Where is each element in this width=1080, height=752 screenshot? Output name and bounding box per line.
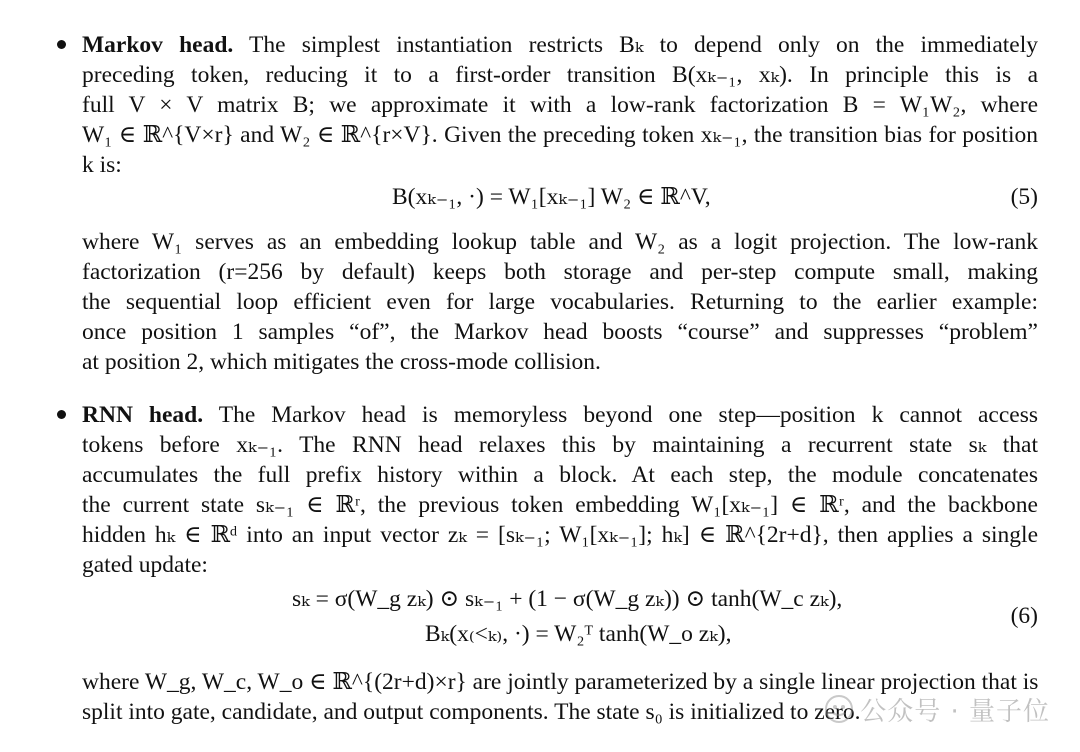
markov-text-1: The simplest instantiation restricts Bₖ to depend only on the immediately [249,32,1038,58]
rnn-para-line-2: split into gate, candidate, and output components. The state s₀ is initialized to zero. [82,699,861,725]
wechat-official-account-icon [824,694,854,724]
rnn-text-1: The Markov head is memoryless beyond one step—position k cannot access [218,402,1038,428]
equation-6b: Bₖ(x₍<ₖ₎, ·) = W₂ᵀ tanh(W_o zₖ), [425,621,732,647]
markov-line-3: full V × V matrix B; we approximate it with a low-rank factorization B = W₁W₂, where [82,92,1038,118]
rnn-line-5: hidden hₖ ∈ ℝᵈ into an input vector zₖ = [sₖ₋₁; W₁[xₖ₋₁]; hₖ] ∈ ℝ^{2r+d}, then applies a single [82,522,1038,548]
equation-6-number: (6) [1010,603,1038,629]
markov-line-5: k is: [82,152,122,178]
rnn-line-6: gated update: [82,552,208,578]
watermark [824,690,1050,728]
bullet-rnn [57,410,66,419]
rnn-line-1 [82,400,1038,430]
markov-para-line-5: at position 2, which mitigates the cross-mode collision. [82,349,601,375]
markov-para-line-1: where W₁ serves as an embedding lookup table and W₂ as a logit projection. The low-rank [82,229,1038,255]
markov-line-4: W₁ ∈ ℝ^{V×r} and W₂ ∈ ℝ^{r×V}. Given the preceding token xₖ₋₁, the transition bias for position [82,122,1038,148]
rnn-line-3: accumulates the full prefix history within a block. At each step, the module concatenates [82,462,1038,488]
rnn-line-2: tokens before xₖ₋₁. The RNN head relaxes this by maintaining a recurrent state sₖ that [82,432,1038,458]
markov-title: Markov head. [82,32,234,58]
watermark-text: 公众号 · 量子位 [860,696,1050,727]
markov-line-1 [82,30,1038,60]
equation-5-number: (5) [1010,184,1038,210]
rnn-line-4: the current state sₖ₋₁ ∈ ℝʳ, the previous token embedding W₁[xₖ₋₁] ∈ ℝʳ, and the backbone [82,492,1038,518]
bullet-markov [57,40,66,49]
markov-line-2: preceding token, reducing it to a first-order transition B(xₖ₋₁, xₖ). In principle this is a [82,62,1038,88]
markov-para-line-3: the sequential loop efficient even for large vocabularies. Returning to the earlier example: [82,289,1038,315]
equation-5: B(xₖ₋₁, ·) = W₁[xₖ₋₁] W₂ ∈ ℝ^V, [392,184,711,210]
markov-para-line-4: once position 1 samples “of”, the Markov head boosts “course” and suppresses “problem” [82,319,1038,345]
rnn-title: RNN head. [82,402,204,428]
markov-para-line-2: factorization (r=256 by default) keeps both storage and per-step compute small, making [82,259,1038,285]
equation-6a: sₖ = σ(W_g zₖ) ⊙ sₖ₋₁ + (1 − σ(W_g zₖ)) ⊙ tanh(W_c zₖ), [292,586,843,612]
rnn-para-line-1: where W_g, W_c, W_o ∈ ℝ^{(2r+d)×r} are jointly parameterized by a single linear projection that is [82,669,1039,695]
